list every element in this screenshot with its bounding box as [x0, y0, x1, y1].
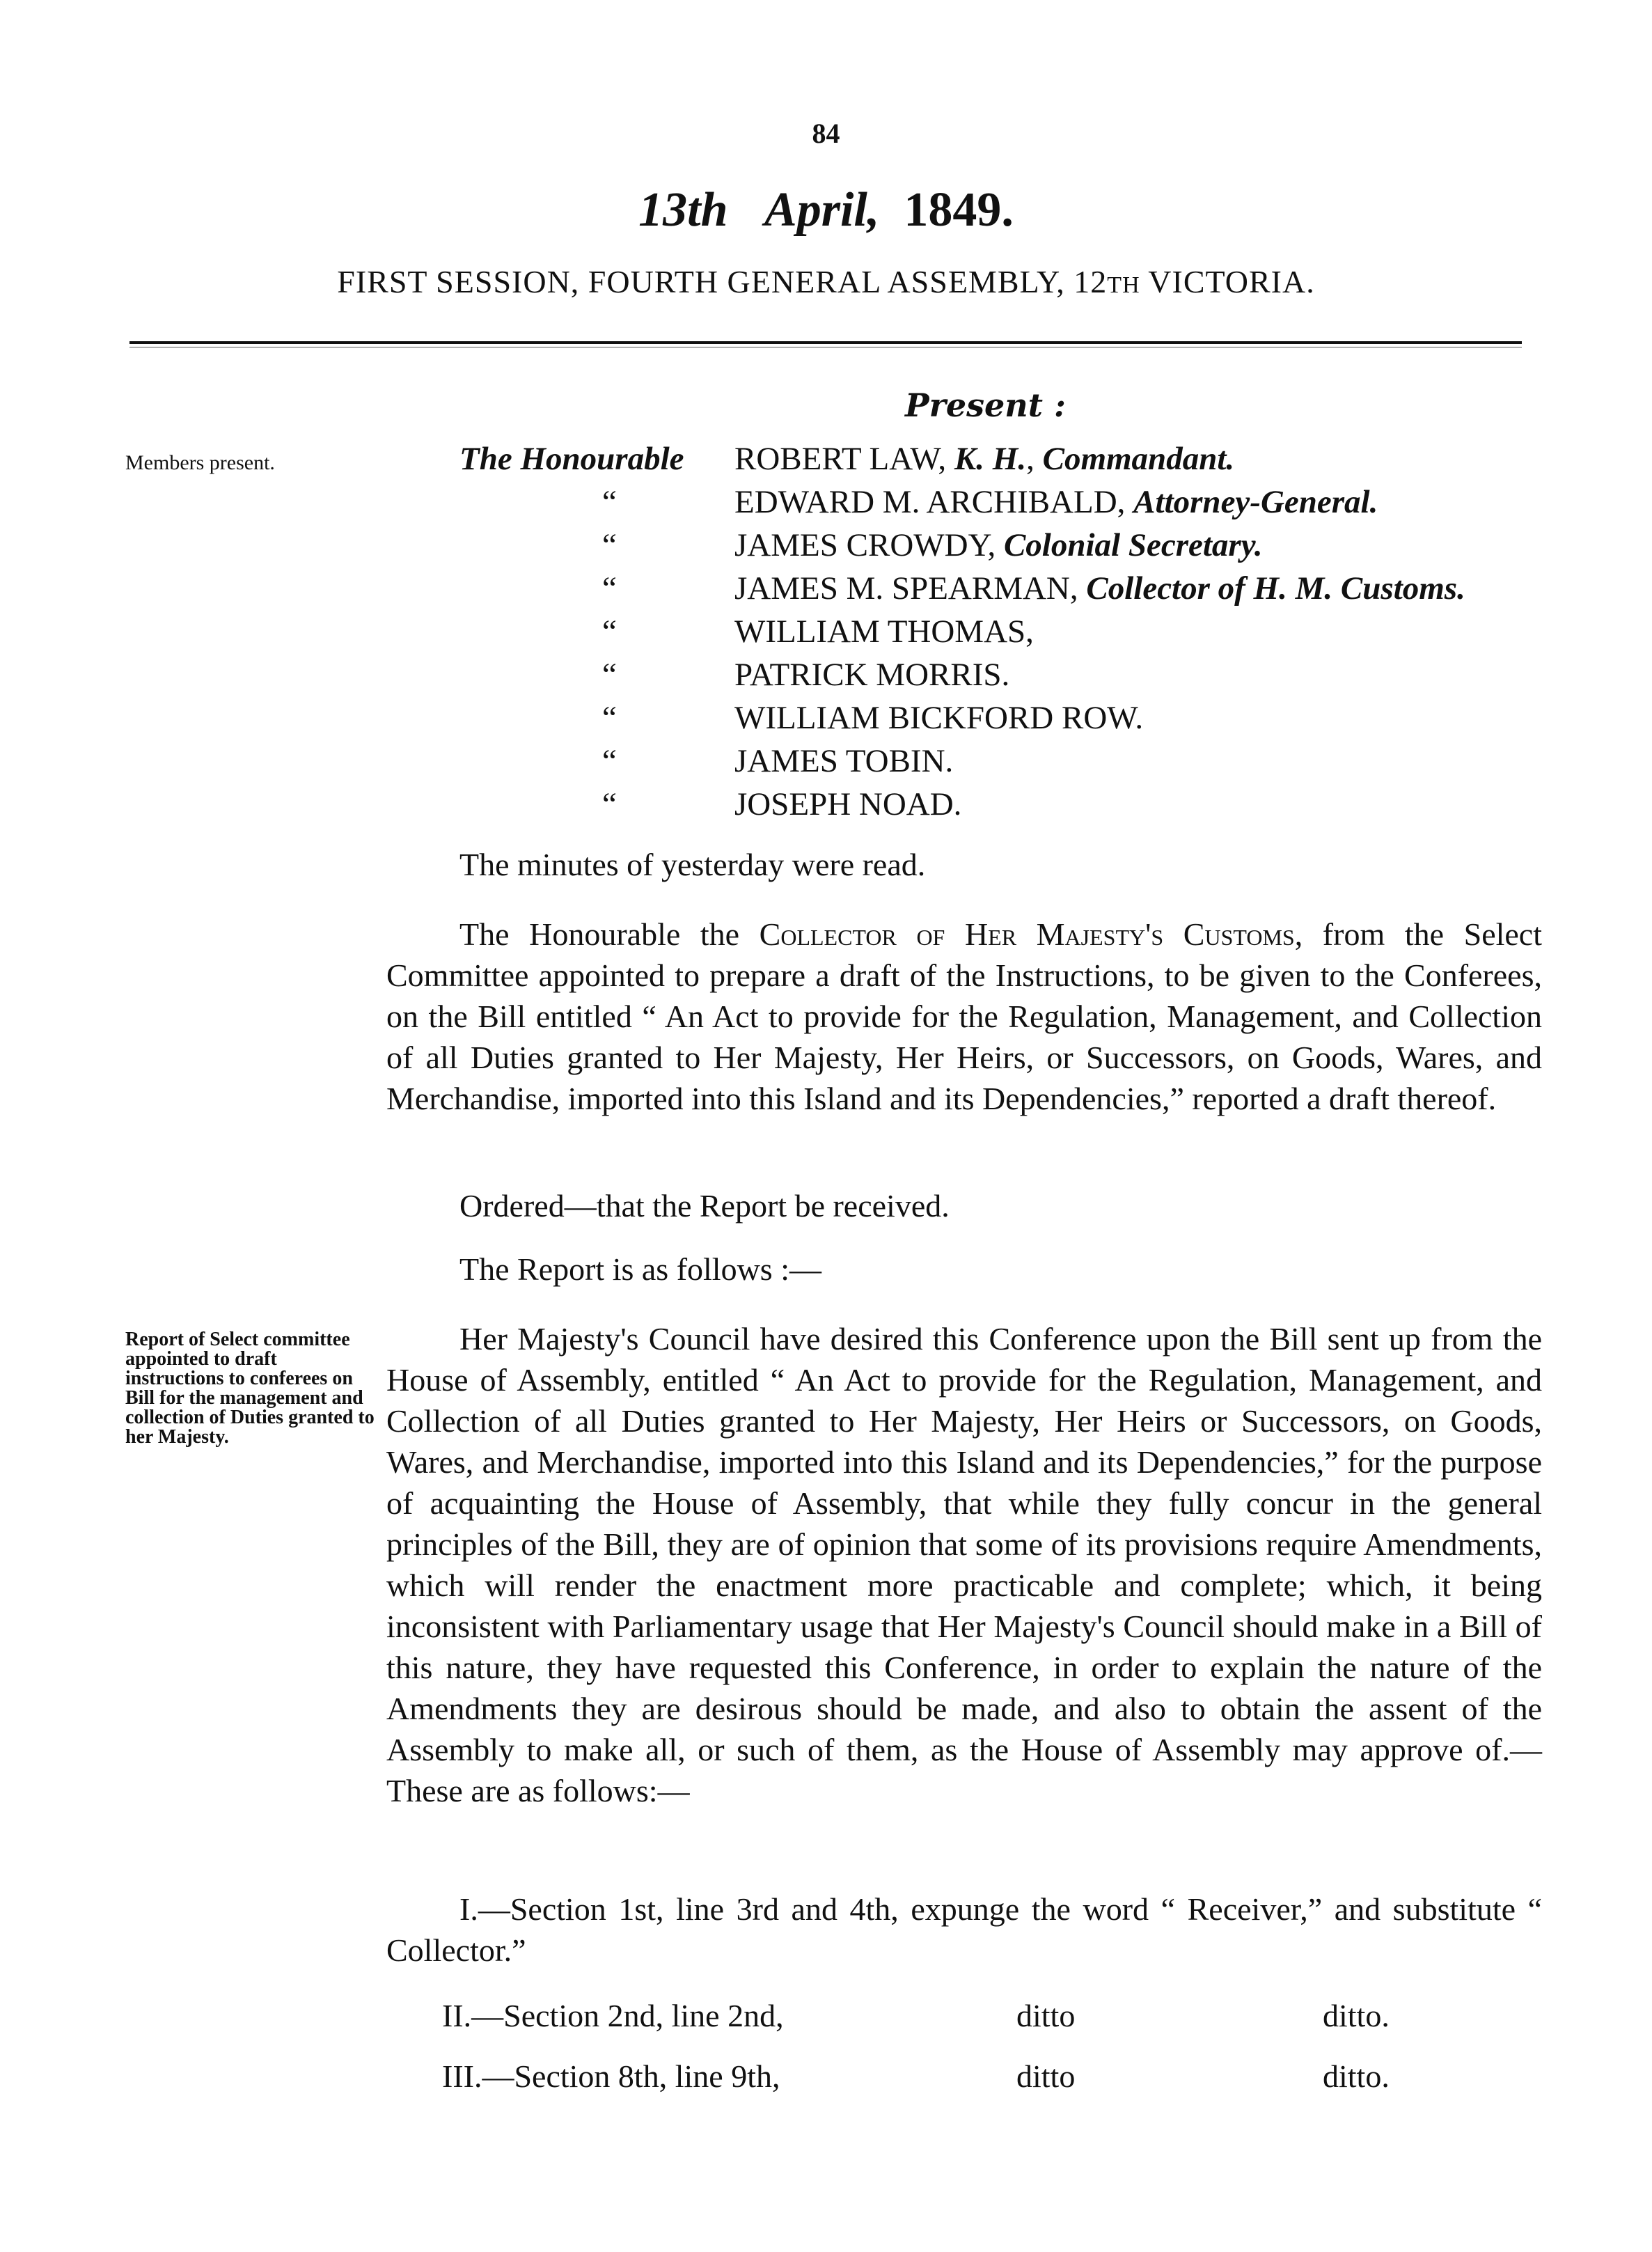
amendment-label: III.—Section 8th, line 9th,	[442, 2058, 780, 2094]
member-name: EDWARD M. ARCHIBALD, Attorney-General.	[734, 484, 1378, 520]
member-name: WILLIAM BICKFORD ROW.	[734, 700, 1144, 736]
date-year: 1849.	[904, 183, 1014, 237]
member-row	[459, 656, 1573, 699]
ditto-mark: “	[602, 743, 617, 779]
heading-rule	[129, 341, 1522, 344]
member-row	[459, 570, 1573, 613]
ditto-mark: “	[602, 570, 617, 607]
ditto-text: ditto	[1016, 2058, 1076, 2094]
amendment-3	[386, 2058, 1542, 2099]
member-prefix: The Honourable	[459, 441, 684, 477]
amendment-2	[386, 1997, 1542, 2039]
member-row	[459, 483, 1573, 526]
session-victoria: VICTORIA.	[1140, 264, 1315, 299]
session-heading	[0, 263, 1652, 300]
ditto-mark: “	[602, 484, 617, 520]
present-heading: Present :	[905, 386, 1066, 424]
member-name: ROBERT LAW, K. H., Commandant.	[734, 441, 1235, 477]
member-row	[459, 440, 1573, 483]
ditto-mark: “	[602, 527, 617, 563]
page-number: 84	[812, 118, 840, 149]
member-name: JAMES M. SPEARMAN, Collector of H. M. Customs.	[734, 570, 1465, 607]
amendment-1: I.—Section 1st, line 3rd and 4th, expunge the word “ Receiver,” and substitute “ Collector.”	[386, 1891, 1542, 1968]
date-day: 13th	[638, 183, 728, 237]
ordered-paragraph: Ordered—that the Report be received.	[459, 1188, 950, 1223]
amendment-label: II.—Section 2nd, line 2nd,	[442, 1998, 784, 2033]
ditto-mark: “	[602, 700, 617, 736]
member-row	[459, 526, 1573, 570]
session-ordinal: TH	[1107, 272, 1140, 298]
member-row	[459, 785, 1573, 829]
margin-note-report: Report of Select committee appointed to draft instructions to conferees on Bill for the management and collection of Duties granted to her Majesty.	[125, 1329, 375, 1448]
member-name: PATRICK MORRIS.	[734, 657, 1010, 693]
member-row	[459, 699, 1573, 742]
date-month: April,	[764, 183, 880, 237]
date-heading	[0, 182, 1652, 238]
report-paragraph: Her Majesty's Council have desired this Conference upon the Bill sent up from the House of Assembly, entitled “ An Act to provide for the Regulation, Management, and Collection of all Duties granted to Her Majesty, Her Heirs or Successors, on Goods, Wares, and Merchandise, imported into this Island and its Dependencies,” for the purpose of acquainting the House of Assembly, that while they fully concur in the general principles of the Bill, they are of opinion that some of its provisions require Amendments, which will render the enactment more practicable and complete; which, it being inconsistent with Parliamentary usage that Her Majesty's Council should make in a Bill of this nature, they have requested this Conference, in order to explain the nature of the Amendments they are desirous should be made, and also to obtain the assent of the Assembly to make all, or such of them, as the House of Assembly may approve of.—These are as follows:—	[386, 1321, 1542, 1808]
ditto-mark: “	[602, 613, 617, 650]
ditto-text: ditto	[1016, 1998, 1076, 2033]
ditto-mark: “	[602, 786, 617, 822]
member-name: WILLIAM THOMAS,	[734, 613, 1034, 650]
ditto-text: ditto.	[1323, 1998, 1390, 2033]
member-row	[459, 613, 1573, 656]
ditto-text: ditto.	[1323, 2058, 1390, 2094]
minutes-paragraph: The minutes of yesterday were read.	[459, 847, 926, 882]
member-row	[459, 742, 1573, 785]
report-intro: The Report is as follows :—	[459, 1251, 821, 1287]
member-name: JOSEPH NOAD.	[734, 786, 962, 822]
ditto-mark: “	[602, 657, 617, 693]
member-name: JAMES CROWDY, Colonial Secretary.	[734, 527, 1263, 563]
session-text: FIRST SESSION, FOURTH GENERAL ASSEMBLY, 12	[337, 264, 1108, 299]
margin-note-members: Members present.	[125, 451, 275, 474]
collector-paragraph: The Honourable the Collector of Her Majesty's Customs, from the Select Committee appointed to prepare a draft of the Instructions, to be given to the Conferees, on the Bill entitled “ An Act to provide for the Regulation, Management, and Collection of all Duties granted to Her Majesty, Her Heirs, or Successors, on Goods, Wares, and Merchandise, imported into this Island and its Dependencies,” reported a draft thereof.	[386, 916, 1543, 1116]
member-name: JAMES TOBIN.	[734, 743, 954, 779]
